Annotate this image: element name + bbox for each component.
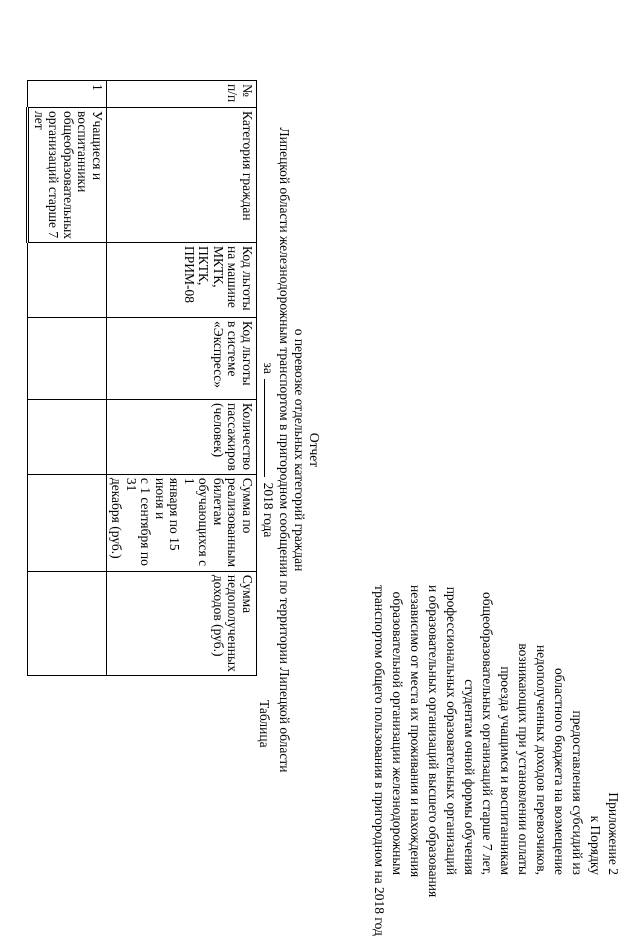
appendix-line: транспортом общего пользования в пригородном на 2018 год — [372, 585, 387, 936]
table-header-row — [107, 81, 257, 676]
header-num: № п/п — [107, 81, 257, 108]
header-code-mktk: Код льготы на машине МКТК, ПКТК, ПРИМ-08 — [107, 243, 257, 318]
header-category: Категория граждан — [107, 108, 257, 243]
cell-code-express — [28, 318, 107, 400]
report-title-block — [261, 95, 322, 805]
appendix-line: профессиональных образовательных организаций — [444, 586, 459, 875]
period-blank-field — [264, 379, 276, 477]
cell-ticket-sum — [28, 474, 107, 571]
cell-num: 1 — [28, 81, 107, 108]
report-table — [27, 80, 258, 676]
table-label: Таблица — [257, 700, 272, 748]
appendix-line: общеобразовательных организаций старше 7 лет, — [480, 592, 495, 875]
report-period — [261, 95, 276, 805]
report-title: Отчет — [307, 432, 322, 468]
report-scope: Липецкой области железнодорожным транспортом в пригородном сообщении по территории Липецкой области — [277, 127, 292, 773]
appendix-line: Приложение 2 — [606, 792, 621, 875]
appendix-line: недополученных доходов перевозчиков, — [534, 644, 549, 875]
appendix-line: к Порядку — [588, 815, 603, 875]
table-row — [28, 81, 107, 676]
cell-passengers — [28, 400, 107, 475]
header-code-express: Код льготы в системе «Экспресс» — [107, 318, 257, 400]
appendix-line: и образовательных организаций высшего образования — [426, 585, 441, 898]
period-suffix: 2018 года — [261, 482, 276, 538]
appendix-line: предоставления субсидий из — [570, 710, 585, 875]
header-ticket-sum: Сумма по реализованным билетам обучающихся с 1 января по 15 июня и с 1 сентября по 31 декабря (руб.) — [107, 474, 257, 571]
cell-code-mktk — [28, 243, 107, 318]
appendix-line: областного бюджета на возмещение — [552, 667, 567, 875]
cell-category: Учащиеся и воспитанники общеобразовательных организаций старше 7 лет — [28, 108, 107, 243]
header-passengers: Количество пассажиров (человек) — [107, 400, 257, 475]
appendix-line: образовательной организации железнодорожным — [390, 591, 405, 875]
period-prefix: за — [261, 362, 276, 374]
header-lost-income: Сумма недополученных доходов (руб.) — [107, 571, 257, 675]
appendix-line: студентам очной формы обучения — [462, 679, 477, 875]
appendix-line: независимо от места их проживания и нахождения — [408, 585, 423, 878]
appendix-block — [370, 585, 622, 936]
appendix-line: возникающих при установлении оплаты — [516, 643, 531, 875]
cell-lost-income — [28, 571, 107, 675]
report-subtitle: о перевозке отдельных категорий граждан — [292, 328, 307, 572]
appendix-line: проезда учащимся и воспитанникам — [498, 666, 513, 875]
